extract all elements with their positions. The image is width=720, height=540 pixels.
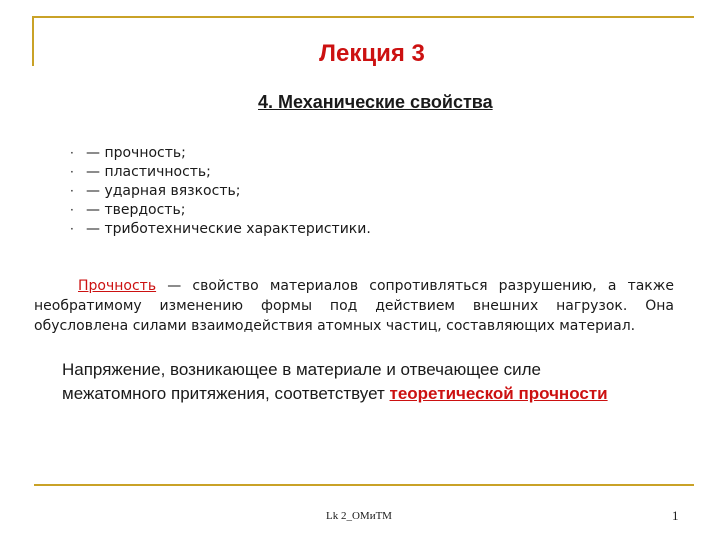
definition-term: Прочность [78, 278, 157, 294]
frame-top-rule [34, 16, 694, 18]
definition-line-1 [34, 276, 674, 296]
list-item-text: — триботехнические характеристики. [86, 221, 371, 237]
list-item-text: — ударная вязкость; [86, 183, 241, 199]
definition-line-3: обусловлена силами взаимодействия атомных частиц, составляющих материал. [34, 318, 636, 334]
list-item-text: — твердость; [86, 202, 186, 218]
properties-list [70, 144, 371, 239]
page-number: 1 [672, 508, 679, 523]
list-item [70, 163, 371, 182]
list-item [70, 182, 371, 201]
stress-paragraph [62, 358, 662, 406]
bullet-icon: · [70, 184, 74, 198]
bullet-icon: · [70, 165, 74, 179]
list-item-text: — прочность; [86, 145, 186, 161]
list-item-text: — пластичность; [86, 164, 211, 180]
theoretical-strength-term: теоретической прочности [389, 384, 608, 403]
section-subtitle: 4. Механические свойства [258, 92, 493, 112]
stress-line-1: Напряжение, возникающее в материале и отвечающее силе [62, 360, 541, 379]
stress-line-2 [62, 382, 662, 406]
bullet-icon: · [70, 146, 74, 160]
list-item [70, 201, 371, 220]
bullet-icon: · [70, 222, 74, 236]
bullet-icon: · [70, 203, 74, 217]
stress-line-2-text: межатомного притяжения, соответствует [62, 384, 390, 403]
definition-text-1: — свойство материалов сопротивляться разрушению, а также [156, 278, 674, 294]
list-item [70, 220, 371, 239]
definition-line-2: необратимому изменению формы под действием внешних нагрузок. Она [34, 298, 674, 314]
list-item [70, 144, 371, 163]
definition-paragraph [34, 276, 674, 336]
footer-label: Lk 2_OMиТМ [326, 510, 392, 522]
slide-title: Лекция 3 [319, 40, 425, 67]
frame-bottom-rule [34, 484, 694, 486]
